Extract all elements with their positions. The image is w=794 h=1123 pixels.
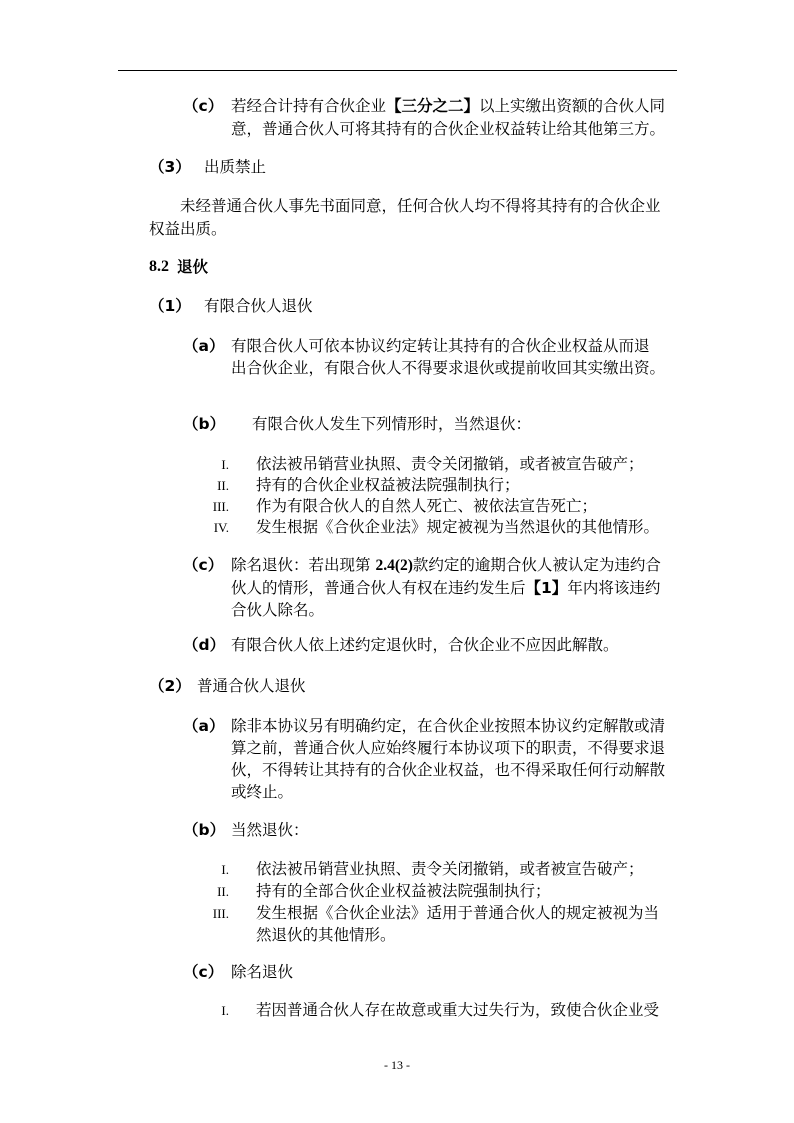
- roman-numeral: IV.: [213, 520, 229, 535]
- item-label-b: （b）: [183, 415, 226, 433]
- roman-numeral: II.: [217, 478, 229, 493]
- list-item-continuation: 然退伙的其他情形。: [256, 926, 396, 944]
- paragraph-line: 有限合伙人依上述约定退伙时，合伙企业不应因此解散。: [231, 636, 619, 654]
- paragraph-line: 出合伙企业，有限合伙人不得要求退伙或提前收回其实缴出资。: [231, 359, 666, 377]
- section-heading: 退伙: [177, 258, 209, 276]
- item-label-a: （a）: [183, 717, 225, 735]
- roman-numeral: III.: [212, 499, 229, 514]
- roman-numeral: I.: [221, 862, 229, 877]
- item-label-c: （c）: [183, 556, 224, 574]
- paragraph-line: 除名退伙: [231, 963, 294, 981]
- item-label-c: （c）: [183, 97, 224, 115]
- paragraph-line: 有限合伙人可依本协议约定转让其持有的合伙企业权益从而退: [231, 337, 650, 355]
- roman-numeral: I.: [221, 1003, 229, 1018]
- roman-numeral: II.: [217, 884, 229, 899]
- list-item: 依法被吊销营业执照、责令关闭撤销，或者被宣告破产；: [256, 860, 644, 878]
- item-label-b: （b）: [183, 821, 226, 839]
- subsection-label-2: （2）: [149, 677, 191, 695]
- roman-numeral: III.: [212, 906, 229, 921]
- section-title: 出质禁止: [204, 158, 267, 176]
- paragraph-line: 或终止。: [231, 783, 294, 801]
- list-item: 持有的全部合伙企业权益被法院强制执行；: [256, 882, 551, 900]
- header-rule: [118, 70, 677, 71]
- section-number: 8.2: [149, 258, 169, 275]
- item-label-c: （c）: [183, 963, 224, 981]
- list-item: 依法被吊销营业执照、责令关闭撤销，或者被宣告破产；: [256, 455, 644, 473]
- paragraph-line: 除名退伙：若出现第 2.4(2)款约定的逾期合伙人被认定为违约合: [231, 556, 661, 574]
- page-number: - 13 -: [384, 1058, 410, 1072]
- list-item: 若因普通合伙人存在故意或重大过失行为，致使合伙企业受: [256, 1001, 660, 1019]
- paragraph-line: 未经普通合伙人事先书面同意，任何合伙人均不得将其持有的合伙企业: [180, 197, 661, 215]
- paragraph-line: 意，普通合伙人可将其持有的合伙企业权益转让给其他第三方。: [231, 120, 666, 138]
- roman-numeral: I.: [221, 457, 229, 472]
- subsection-title: 有限合伙人退伙: [204, 297, 313, 315]
- paragraph-line: 伙，不得转让其持有的合伙企业权益，也不得采取任何行动解散: [231, 761, 666, 779]
- paragraph-line: 有限合伙人发生下列情形时，当然退伙：: [252, 415, 532, 433]
- paragraph-line: 算之前，普通合伙人应始终履行本协议项下的职责，不得要求退: [231, 739, 666, 757]
- paragraph-line: 除非本协议另有明确约定，在合伙企业按照本协议约定解散或清: [231, 717, 666, 735]
- list-item: 发生根据《合伙企业法》适用于普通合伙人的规定被视为当: [256, 904, 660, 922]
- subsection-title: 普通合伙人退伙: [197, 677, 306, 695]
- paragraph-line: 伙人的情形，普通合伙人有权在违约发生后【1】年内将该违约: [231, 579, 661, 597]
- list-item: 发生根据《合伙企业法》规定被视为当然退伙的其他情形。: [256, 518, 660, 536]
- list-item: 作为有限合伙人的自然人死亡、被依法宣告死亡；: [256, 497, 598, 515]
- paragraph-line: 合伙人除名。: [231, 601, 325, 619]
- list-item: 持有的合伙企业权益被法院强制执行；: [256, 476, 520, 494]
- item-label-a: （a）: [183, 337, 225, 355]
- paragraph-line: 若经合计持有合伙企业【三分之二】以上实缴出资额的合伙人同: [231, 97, 666, 115]
- paragraph-line: 当然退伙：: [231, 821, 309, 839]
- paragraph-line: 权益出质。: [149, 220, 227, 238]
- section-label-3: （3）: [149, 158, 191, 176]
- item-label-d: （d）: [183, 636, 226, 654]
- subsection-label-1: （1）: [149, 297, 191, 315]
